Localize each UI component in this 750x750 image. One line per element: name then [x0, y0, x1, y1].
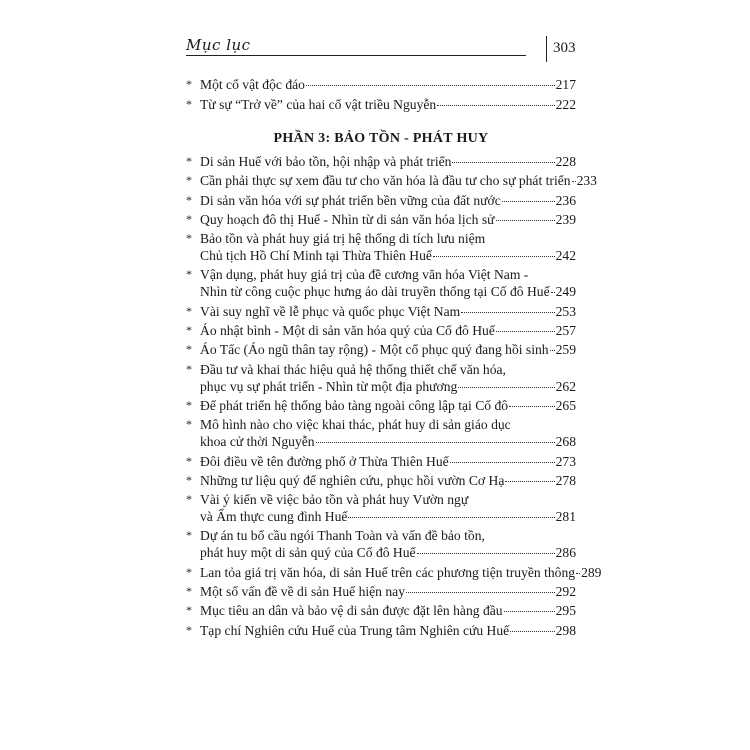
bullet-marker: *	[186, 603, 192, 618]
toc-entry-title: Một cổ vật độc đáo	[200, 77, 305, 92]
toc-entry	[186, 453, 576, 470]
toc-entry	[186, 96, 576, 113]
bullet-marker: *	[186, 622, 192, 637]
dot-leader	[433, 256, 555, 257]
toc-entry	[186, 192, 576, 209]
dot-leader	[502, 201, 555, 202]
toc-entry	[186, 303, 576, 320]
toc-entry	[186, 491, 576, 525]
dot-leader	[306, 85, 555, 86]
bullet-marker: *	[186, 97, 192, 111]
toc-entry	[186, 397, 576, 414]
bullet-marker: *	[186, 231, 192, 246]
toc-entry	[186, 172, 597, 189]
toc-page-number: 298	[555, 622, 576, 638]
toc-entry-title: Áo nhật bình - Một di sản văn hóa quý của Cố đô Huế	[200, 323, 495, 339]
toc-entry-title: Di sản Huế với bảo tồn, hội nhập và phát triển	[200, 154, 452, 169]
toc-entry-title: Vài ý kiến về việc bảo tồn và phát huy Vườn ngự	[200, 492, 469, 508]
toc-entry	[186, 527, 576, 561]
toc-page-number: 222	[555, 97, 576, 112]
toc-page-number: 292	[555, 584, 576, 600]
bullet-marker: *	[186, 192, 192, 207]
toc-entry-title: Tạp chí Nghiên cứu Huế của Trung tâm Nghiên cứu Huế	[200, 622, 510, 638]
toc-entry-title: Dự án tu bổ cầu ngói Thanh Toàn và vấn đề bảo tồn,	[200, 528, 485, 544]
toc-entry-title: Quy hoạch đô thị Huế - Nhìn từ di sản văn hóa lịch sử	[200, 211, 495, 227]
toc-page-number: 259	[555, 342, 576, 358]
page-header	[186, 36, 566, 60]
bullet-marker: *	[186, 267, 192, 282]
toc-entry-title: phục vụ sự phát triển - Nhìn từ một địa phương	[200, 378, 458, 394]
toc-entry-title: Đầu tư và khai thác hiệu quả hệ thống thiết chế văn hóa,	[200, 361, 506, 377]
bullet-marker: *	[186, 154, 192, 168]
dot-leader	[417, 553, 555, 554]
bullet-marker: *	[186, 211, 192, 226]
bullet-marker: *	[186, 342, 192, 357]
dot-leader	[550, 350, 555, 351]
page-number: 303	[553, 40, 576, 56]
toc-entry-title: khoa cử thời Nguyễn	[200, 434, 315, 450]
toc-entry-title: Nhìn từ công cuộc phục hưng áo dài truyền thống tại Cố đô Huế	[200, 284, 550, 300]
toc-entry	[186, 322, 576, 339]
toc-entry-title: Mục tiêu an dân và bảo vệ di sản được đặt lên hàng đầu	[200, 603, 503, 619]
toc-entry-title: Di sản văn hóa với sự phát triển bền vững của đất nước	[200, 192, 501, 208]
toc-entry-title: Vài suy nghĩ về lễ phục và quốc phục Việt Nam	[200, 303, 461, 319]
toc-page-number: 236	[555, 192, 576, 208]
toc-section-list	[186, 153, 602, 641]
header-divider	[546, 36, 547, 62]
toc-entry-title: Cần phải thực sự xem đầu tư cho văn hóa là đầu tư cho sự phát triển	[200, 173, 571, 189]
bullet-marker: *	[186, 492, 192, 507]
dot-leader	[509, 406, 555, 407]
toc-page-number: 249	[555, 284, 576, 300]
toc-entry	[186, 211, 576, 228]
toc-page-number: 268	[555, 434, 576, 450]
bullet-marker: *	[186, 303, 192, 318]
toc-entry-title: Lan tỏa giá trị văn hóa, di sản Huế trên các phương tiện truyền thông	[200, 564, 576, 580]
toc-entry	[186, 602, 576, 619]
toc-entry-title: Để phát triển hệ thống bảo tàng ngoài công lập tại Cố đô	[200, 397, 509, 413]
toc-entry	[186, 76, 576, 93]
toc-page-number: 281	[555, 509, 576, 525]
toc-page-number: 278	[555, 472, 576, 488]
toc-entry	[186, 564, 602, 581]
bullet-marker: *	[186, 77, 192, 91]
toc-entry	[186, 266, 576, 300]
toc-entry-title: Những tư liệu quý để nghiên cứu, phục hồi vườn Cơ Hạ	[200, 472, 505, 488]
toc-page-number: 273	[555, 453, 576, 469]
toc-entry-title: và Ẩm thực cung đình Huế	[200, 509, 348, 525]
dot-leader	[505, 481, 554, 482]
toc-page-number: 289	[581, 564, 602, 580]
toc-entry-title: Từ sự “Trở về” của hai cổ vật triều Nguyễn	[200, 97, 437, 112]
dot-leader	[576, 573, 580, 574]
toc-entry-title: Chủ tịch Hồ Chí Minh tại Thừa Thiên Huế	[200, 248, 432, 264]
toc-entry-title: Áo Tấc (Áo ngũ thân tay rộng) - Một cổ phục quý đang hồi sinh	[200, 342, 549, 358]
toc-page-number: 253	[555, 303, 576, 319]
toc-entry-title: Bảo tồn và phát huy giá trị hệ thống di tích lưu niệm	[200, 231, 486, 247]
toc-entry	[186, 341, 576, 358]
toc-page-number: 228	[555, 154, 576, 169]
bullet-marker: *	[186, 323, 192, 338]
toc-entry	[186, 472, 576, 489]
dot-leader	[572, 181, 576, 182]
section-title: PHẦN 3: BẢO TỒN - PHÁT HUY	[273, 131, 489, 146]
toc-page-number: 242	[555, 248, 576, 264]
dot-leader	[496, 331, 555, 332]
dot-leader	[461, 312, 554, 313]
toc-page-number: 262	[555, 378, 576, 394]
toc-page-number: 286	[555, 545, 576, 561]
toc-entry-title: Mô hình nào cho việc khai thác, phát huy di sản giáo dục	[200, 417, 511, 433]
toc-page-number: 217	[555, 77, 576, 92]
toc-entry	[186, 583, 576, 600]
toc-top-list	[186, 76, 576, 113]
toc-entry-title: Một số vấn đề về di sản Huế hiện nay	[200, 584, 405, 600]
toc-entry	[186, 153, 576, 170]
dot-leader	[437, 105, 554, 106]
toc-entry-title: Vận dụng, phát huy giá trị của đề cương văn hóa Việt Nam -	[200, 267, 529, 283]
bullet-marker: *	[186, 417, 192, 432]
header-rule	[186, 55, 526, 56]
toc-page-number: 239	[555, 211, 576, 227]
running-head: Mục lục	[186, 36, 251, 54]
toc-entry	[186, 622, 576, 639]
bullet-marker: *	[186, 564, 192, 579]
toc-page-number: 233	[576, 173, 597, 189]
bullet-marker: *	[186, 361, 192, 376]
dot-leader	[452, 162, 554, 163]
toc-entry	[186, 230, 576, 264]
toc-entry-title: phát huy một di sản quý của Cố đô Huế	[200, 545, 416, 561]
toc-page-number: 265	[555, 397, 576, 413]
toc-entry	[186, 416, 576, 450]
dot-leader	[458, 387, 554, 388]
dot-leader	[496, 220, 555, 221]
toc-entry	[186, 361, 576, 395]
bullet-marker: *	[186, 528, 192, 543]
dot-leader	[504, 611, 555, 612]
dot-leader	[406, 592, 555, 593]
bullet-marker: *	[186, 453, 192, 468]
bullet-marker: *	[186, 173, 192, 188]
bullet-marker: *	[186, 397, 192, 412]
dot-leader	[316, 442, 555, 443]
dot-leader	[510, 631, 554, 632]
dot-leader	[348, 517, 554, 518]
bullet-marker: *	[186, 584, 192, 599]
toc-page-number: 295	[555, 603, 576, 619]
toc-page-number: 257	[555, 323, 576, 339]
dot-leader	[450, 462, 555, 463]
toc-entry-title: Đôi điều về tên đường phố ở Thừa Thiên Huế	[200, 453, 449, 469]
dot-leader	[551, 292, 555, 293]
bullet-marker: *	[186, 472, 192, 487]
